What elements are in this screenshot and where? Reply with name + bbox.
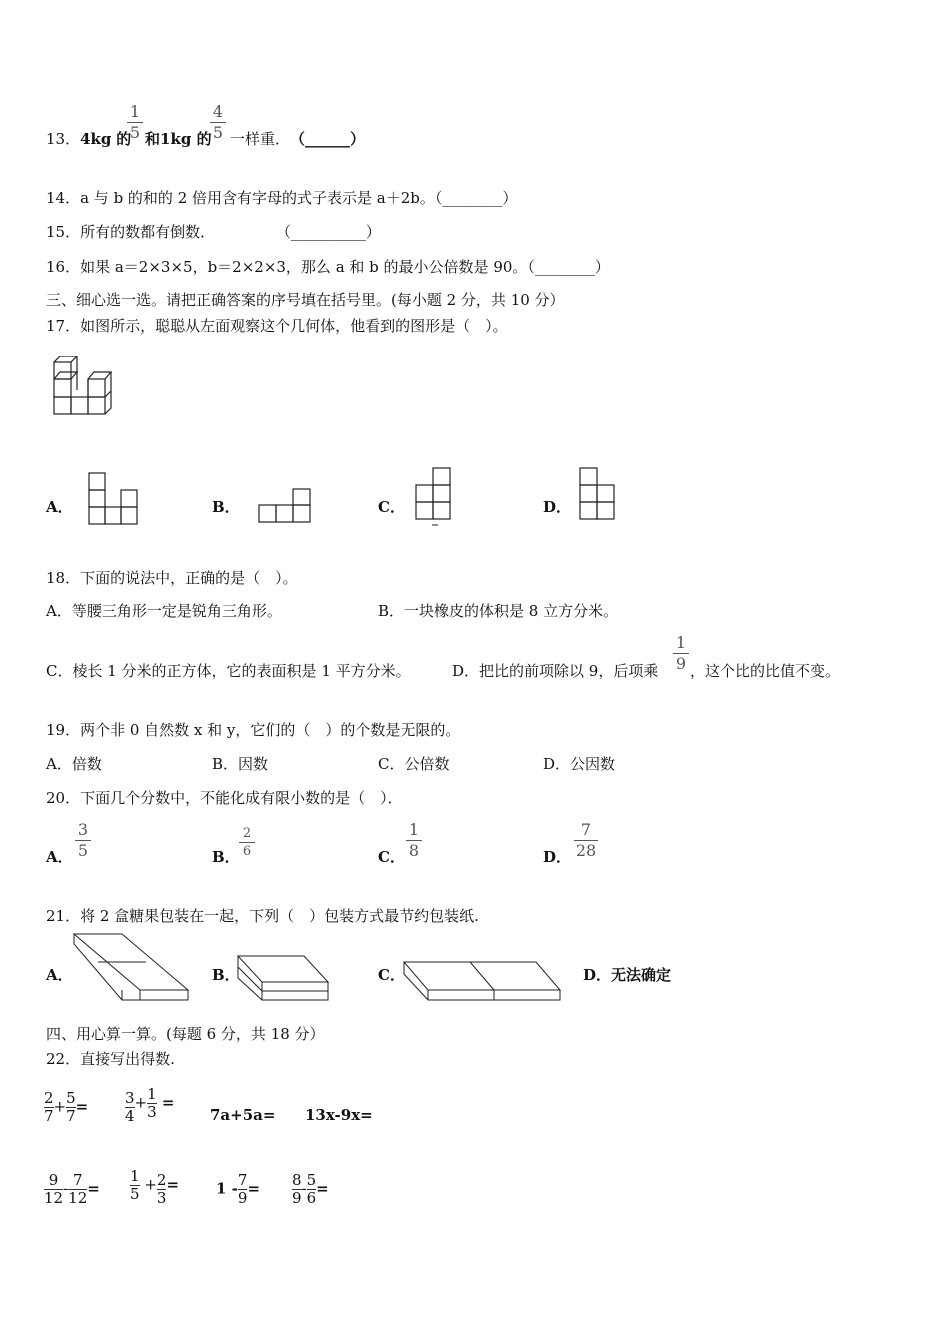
option-c-label[interactable]: C． — [378, 498, 405, 516]
calc-r2c2: $\frac{1}{5}$ + $\frac{2}{3}$ = — [130, 1167, 180, 1207]
answer-blank[interactable]: （__________） — [275, 223, 381, 241]
fraction-3-5: 3 5 — [75, 821, 91, 860]
question-18: 18．下面的说法中，正确的是（ ）。 — [46, 569, 298, 587]
option-b-box-figure[interactable] — [236, 954, 332, 1004]
answer-blank[interactable]: （______） — [297, 130, 366, 148]
fraction-1-9: 1 9 — [673, 634, 689, 673]
calc-r1c4: 13x-9x= — [305, 1106, 373, 1124]
section-3-heading: 三、细心选一选。请把正确答案的序号填在括号里。(每小题 2 分，共 10 分） — [46, 291, 565, 309]
fraction-1-8: 1 8 — [406, 821, 422, 860]
question-17: 17．如图所示，聪聪从左面观察这个几何体，他看到的图形是（ ）。 — [46, 317, 508, 335]
option-c[interactable]: C．公倍数 — [378, 755, 450, 773]
option-d-figure[interactable] — [579, 467, 617, 523]
fraction-7-28: 7 28 — [575, 820, 597, 860]
option-d[interactable]: D．公因数 — [543, 755, 616, 773]
question-16: 16．如果 a＝2×3×5，b＝2×2×3，那么 a 和 b 的最小公倍数是 90。（________） — [46, 258, 610, 276]
option-a-label[interactable]: A． — [46, 848, 73, 866]
fraction-4-5: 4 5 — [210, 103, 226, 142]
option-c-figure[interactable] — [415, 467, 453, 527]
option-d[interactable]: D．把比的前项除以 9，后项乘 — [452, 662, 659, 680]
option-c-label[interactable]: C． — [378, 966, 405, 984]
calc-r2c3: 1 - $\frac{7}{9}$ = — [216, 1171, 261, 1207]
fraction-2-6: 2 6 — [239, 826, 255, 859]
option-c-box-figure[interactable] — [402, 960, 564, 1002]
option-b-figure[interactable] — [258, 488, 312, 524]
option-b-label[interactable]: B． — [212, 498, 240, 516]
option-a[interactable]: A．倍数 — [46, 755, 102, 773]
option-a-figure[interactable] — [88, 472, 140, 526]
section-4-heading: 四、用心算一算。(每题 6 分，共 18 分） — [46, 1025, 325, 1043]
question-13: 13．4kg 的 — [46, 130, 132, 148]
option-b-label[interactable]: B． — [212, 848, 240, 866]
question-19: 19．两个非 0 自然数 x 和 y，它们的（ ）的个数是无限的。 — [46, 721, 461, 739]
option-a[interactable]: A．等腰三角形一定是锐角三角形。 — [46, 602, 282, 620]
question-14: 14．a 与 b 的和的 2 倍用含有字母的式子表示是 a＋2b。（________） — [46, 189, 518, 207]
calc-r1c1: $\frac{2}{7}$ + $\frac{5}{7}$ = — [44, 1089, 89, 1125]
calc-r2c4: $\frac{8}{9}$ - $\frac{5}{6}$ = — [292, 1171, 329, 1207]
option-d[interactable]: D．无法确定 — [583, 966, 672, 984]
option-b[interactable]: B．一块橡皮的体积是 8 立方分米。 — [378, 602, 619, 620]
option-a-label[interactable]: A． — [46, 498, 73, 516]
option-c-label[interactable]: C． — [378, 848, 405, 866]
option-d-label[interactable]: D． — [543, 498, 572, 516]
option-d-label[interactable]: D． — [543, 848, 572, 866]
option-a-box-figure[interactable] — [72, 932, 190, 1002]
cube-stack-figure — [52, 356, 122, 418]
calc-r1c3: 7a+5a= — [210, 1106, 276, 1124]
question-20: 20．下面几个分数中，不能化成有限小数的是（ ）． — [46, 789, 403, 807]
option-a-label[interactable]: A． — [46, 966, 73, 984]
option-b-label[interactable]: B． — [212, 966, 240, 984]
fraction-1-5: 1 5 — [127, 103, 143, 142]
option-c[interactable]: C．棱长 1 分米的正方体，它的表面积是 1 平方分米。 — [46, 662, 411, 680]
question-21: 21．将 2 盒糖果包装在一起，下列（ ）包装方式最节约包装纸. — [46, 907, 479, 925]
question-15: 15．所有的数都有倒数． （__________） — [46, 223, 381, 241]
calc-r2c1: $\frac{9}{12}$ - $\frac{7}{12}$ = — [44, 1171, 100, 1207]
question-22: 22．直接写出得数. — [46, 1050, 175, 1068]
option-b[interactable]: B．因数 — [212, 755, 269, 773]
calc-r1c2: $\frac{3}{4}$ + $\frac{1}{3}$ = — [125, 1085, 175, 1125]
